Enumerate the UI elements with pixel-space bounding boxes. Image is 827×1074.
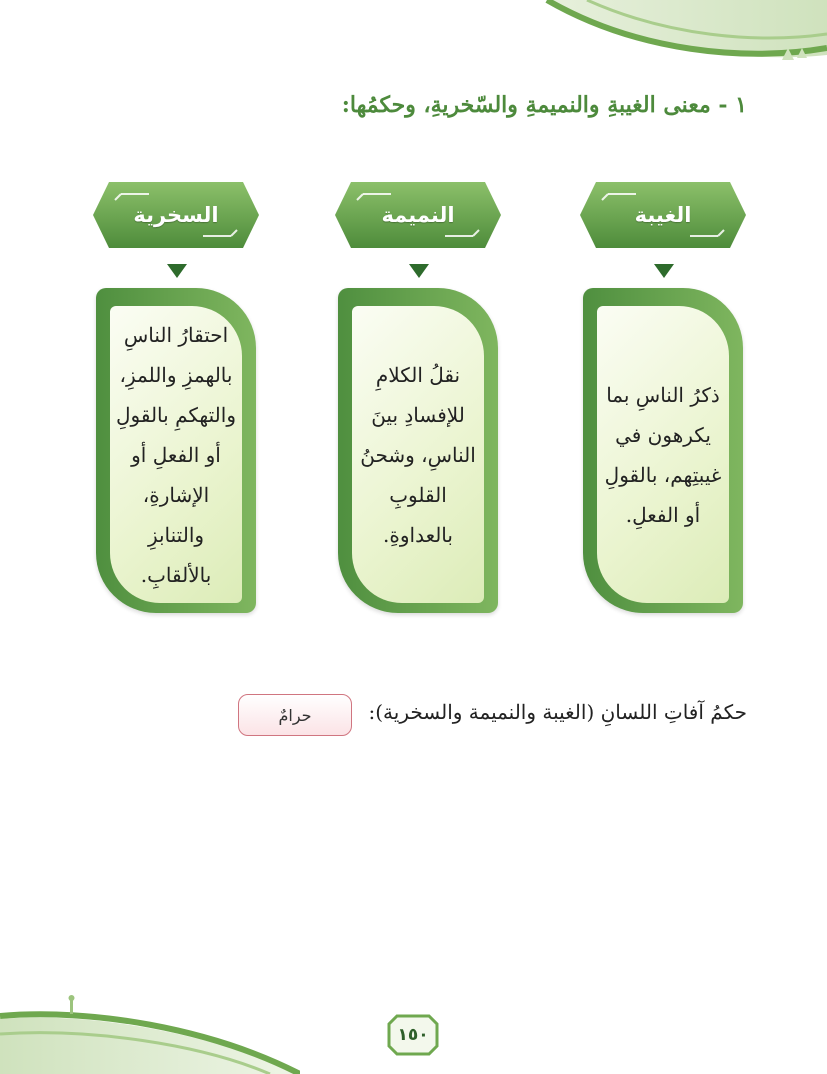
concept-title: السخرية <box>133 203 219 227</box>
definition-text: نقلُ الكلامِ للإفسادِ بينَ الناسِ، وشحنُ القلوبِ بالعداوةِ. <box>360 362 476 547</box>
ruling-answer-box: حرامٌ <box>238 694 352 736</box>
concept-column-namima <box>333 180 503 620</box>
down-arrow-icon <box>409 264 429 278</box>
section-heading: ١ - معنى الغيبةِ والنميمةِ والسّخريةِ، وحكمُها: <box>341 92 747 118</box>
definition-card <box>338 288 498 613</box>
definition-card <box>96 288 256 613</box>
concept-column-sukhriya <box>91 180 261 620</box>
bottom-corner-decoration <box>0 994 300 1074</box>
down-arrow-icon <box>654 264 674 278</box>
definition-text: ذكرُ الناسِ بما يكرهون في غيبتِهم، بالقولِ أو الفعلِ. <box>604 382 722 527</box>
ruling-label: حكمُ آفاتِ اللسانِ (الغيبة والنميمة والسخرية): <box>368 700 747 724</box>
down-arrow-icon <box>167 264 187 278</box>
definition-card <box>583 288 743 613</box>
concept-title: النميمة <box>381 203 455 227</box>
concept-column-ghiba <box>578 180 748 620</box>
definition-text: احتقارُ الناسِ بالهمزِ واللمزِ، والتهكمِ بالقولِ أو الفعلِ أو الإشارةِ، والتنابزِ بالألقابِ. <box>115 322 236 587</box>
page-number: ١٥٠ <box>397 1025 429 1045</box>
top-corner-decoration <box>527 0 827 75</box>
concept-title: الغيبة <box>634 203 692 227</box>
